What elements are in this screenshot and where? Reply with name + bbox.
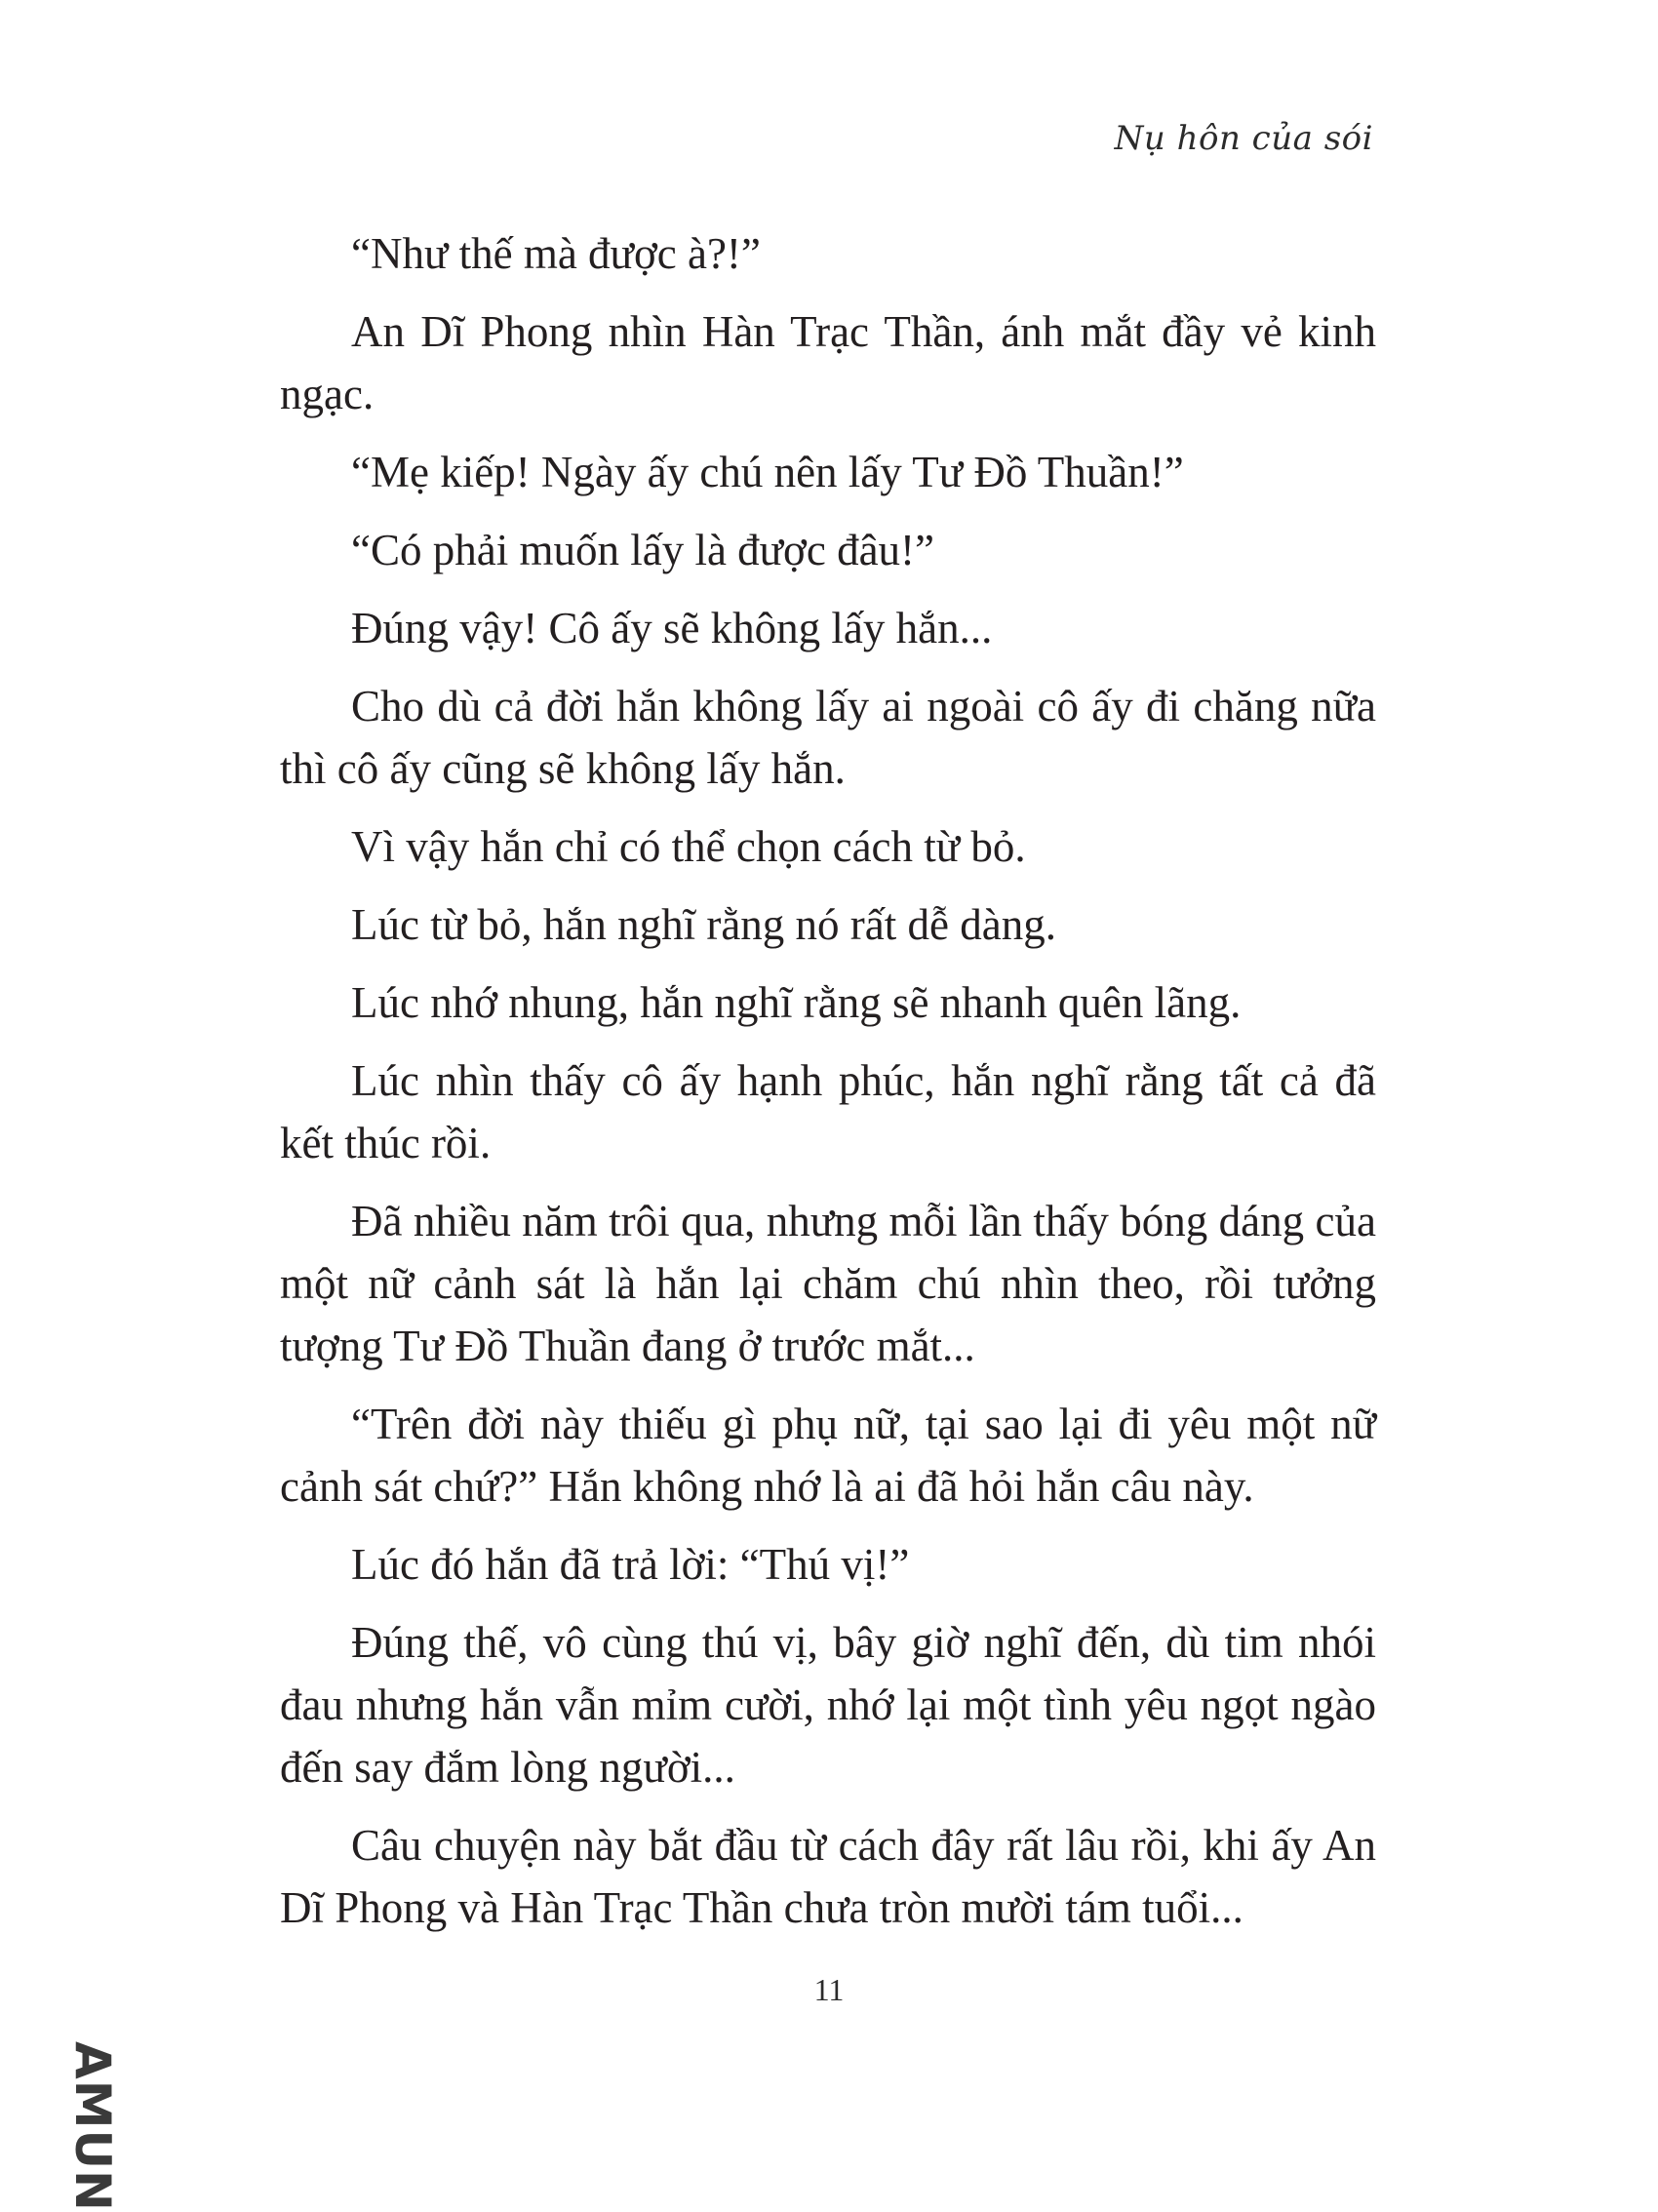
paragraph: “Có phải muốn lấy là được đâu!” (351, 526, 935, 574)
paragraph: Lúc đó hắn đã trả lời: “Thú vị!” (351, 1540, 910, 1589)
paragraph: “Như thế mà được à?!” (351, 229, 761, 278)
paragraph: Đã nhiều năm trôi qua, nhưng mỗi lần thấy bóng dáng của một nữ cảnh sát là hắn lại chăm chú nhìn theo, rồi tưởng tượng Tư Đồ Thuần đang ở trước mắt... (280, 1197, 1376, 1370)
paragraph: Đúng thế, vô cùng thú vị, bây giờ nghĩ đến, dù tim nhói đau nhưng hắn vẫn mỉm cười, nhớ lại một tình yêu ngọt ngào đến say đắm lòng người... (280, 1618, 1376, 1792)
paragraph: “Trên đời này thiếu gì phụ nữ, tại sao lại đi yêu một nữ cảnh sát chứ?” Hắn không nhớ là ai đã hỏi hắn câu này. (280, 1400, 1376, 1511)
paragraph: An Dĩ Phong nhìn Hàn Trạc Thần, ánh mắt đầy vẻ kinh ngạc. (280, 307, 1376, 418)
paragraph: Đúng vậy! Cô ấy sẽ không lấy hắn... (351, 604, 993, 652)
publisher-logo: AMUN (64, 2041, 121, 2212)
paragraph: Lúc nhớ nhung, hắn nghĩ rằng sẽ nhanh quên lãng. (351, 978, 1242, 1027)
paragraph: Câu chuyện này bắt đầu từ cách đây rất lâu rồi, khi ấy An Dĩ Phong và Hàn Trạc Thần chưa tròn mười tám tuổi... (280, 1821, 1376, 1932)
paragraph: Lúc từ bỏ, hắn nghĩ rằng nó rất dễ dàng. (351, 900, 1056, 949)
running-header-title: Nụ hôn của sói (1114, 119, 1373, 158)
paragraph: Cho dù cả đời hắn không lấy ai ngoài cô ấy đi chăng nữa thì cô ấy cũng sẽ không lấy hắn. (280, 682, 1376, 793)
paragraph: “Mẹ kiếp! Ngày ấy chú nên lấy Tư Đồ Thuần!” (351, 448, 1184, 496)
paragraph: Lúc nhìn thấy cô ấy hạnh phúc, hắn nghĩ rằng tất cả đã kết thúc rồi. (280, 1056, 1376, 1167)
page-number: 11 (813, 1972, 845, 2007)
body-text (280, 222, 1376, 1955)
paragraph: Vì vậy hắn chỉ có thể chọn cách từ bỏ. (351, 822, 1026, 871)
